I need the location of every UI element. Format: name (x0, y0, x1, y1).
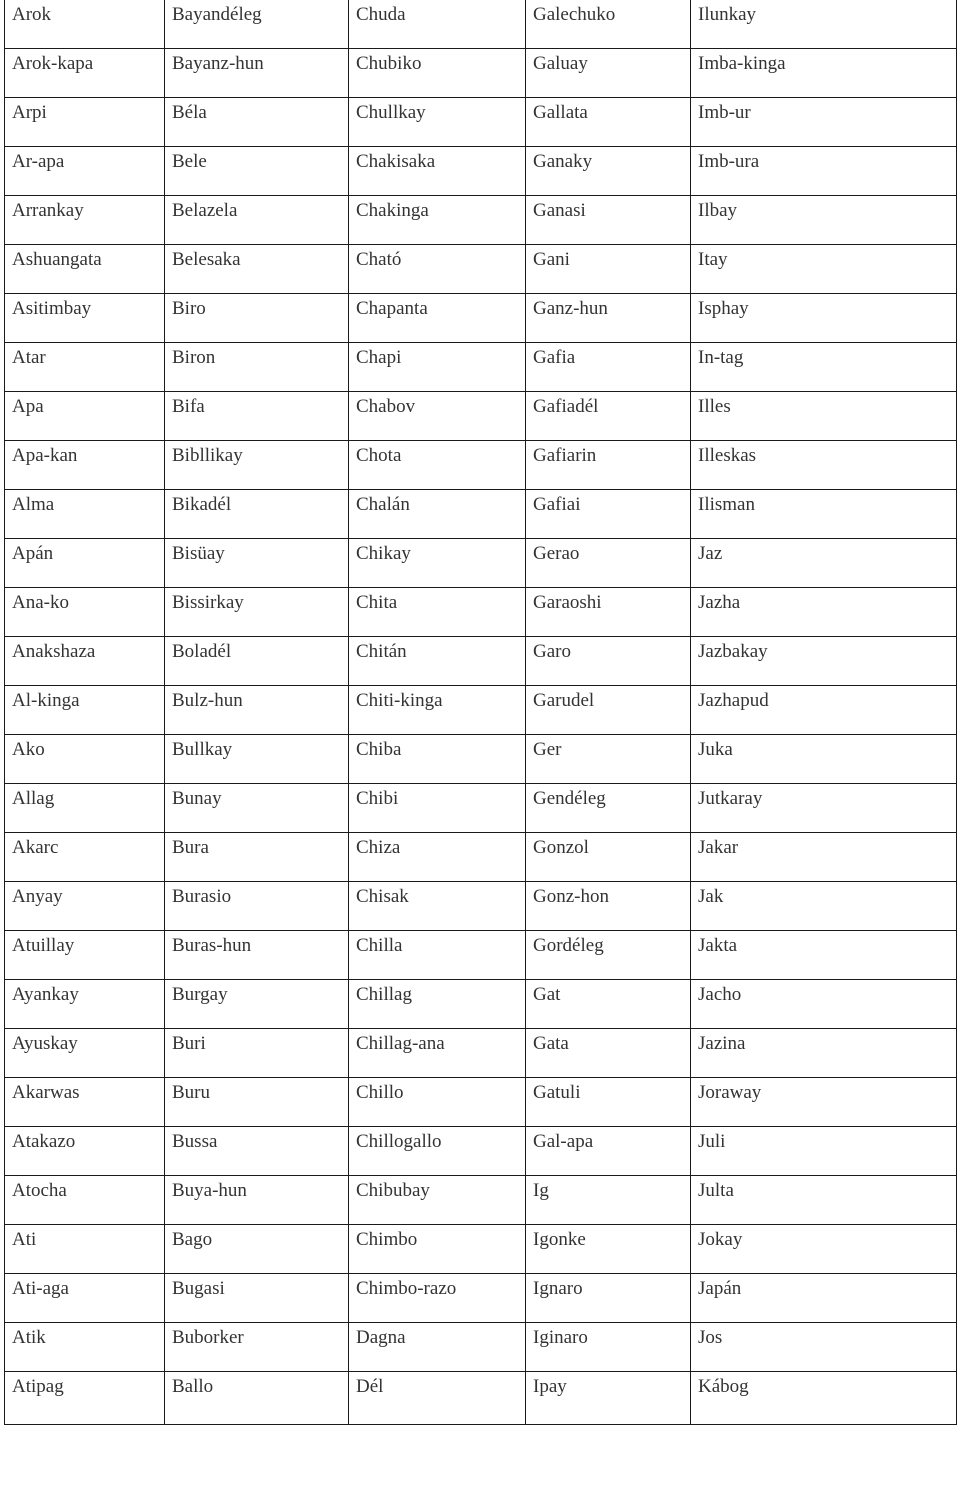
table-cell-col-a: Akarc (5, 833, 165, 882)
table-cell-col-a: Atipag (5, 1372, 165, 1425)
table-cell-col-c: Chakisaka (349, 147, 526, 196)
table-cell-col-a: Akarwas (5, 1078, 165, 1127)
table-cell-col-e: Imb-ur (691, 98, 957, 147)
table-cell-col-c: Chimbo-razo (349, 1274, 526, 1323)
table-cell-col-d: Gat (526, 980, 691, 1029)
table-cell-col-d: Ganaky (526, 147, 691, 196)
table-cell-col-a: Arpi (5, 98, 165, 147)
table-cell-col-a: Ati-aga (5, 1274, 165, 1323)
table-cell-col-b: Bulz-hun (165, 686, 349, 735)
table-cell-col-d: Ipay (526, 1372, 691, 1425)
table-cell-col-e: Juli (691, 1127, 957, 1176)
table-cell-col-e: Jazina (691, 1029, 957, 1078)
table-row (5, 882, 957, 931)
table-row (5, 637, 957, 686)
table-cell-col-a: Apa (5, 392, 165, 441)
table-cell-col-a: Atakazo (5, 1127, 165, 1176)
table-cell-col-a: Ashuangata (5, 245, 165, 294)
table-row (5, 686, 957, 735)
table-row (5, 441, 957, 490)
table-cell-col-a: Al-kinga (5, 686, 165, 735)
table-cell-col-b: Bullkay (165, 735, 349, 784)
table-cell-col-b: Biro (165, 294, 349, 343)
table-cell-col-c: Chibubay (349, 1176, 526, 1225)
table-cell-col-c: Cható (349, 245, 526, 294)
table-cell-col-a: Ayuskay (5, 1029, 165, 1078)
table-cell-col-d: Garudel (526, 686, 691, 735)
table-cell-col-c: Chimbo (349, 1225, 526, 1274)
table-cell-col-c: Chiba (349, 735, 526, 784)
table-cell-col-e: Joraway (691, 1078, 957, 1127)
table-cell-col-d: Galuay (526, 49, 691, 98)
table-cell-col-b: Bifa (165, 392, 349, 441)
table-cell-col-c: Chubiko (349, 49, 526, 98)
table-cell-col-b: Béla (165, 98, 349, 147)
table-cell-col-b: Bissirkay (165, 588, 349, 637)
table-cell-col-d: Iginaro (526, 1323, 691, 1372)
table-cell-col-b: Bugasi (165, 1274, 349, 1323)
table-cell-col-d: Gendéleg (526, 784, 691, 833)
table-cell-col-b: Bussa (165, 1127, 349, 1176)
table-cell-col-e: Jutkaray (691, 784, 957, 833)
table-cell-col-b: Bisüay (165, 539, 349, 588)
table-cell-col-e: Ilisman (691, 490, 957, 539)
table-cell-col-b: Buborker (165, 1323, 349, 1372)
table-cell-col-d: Gonzol (526, 833, 691, 882)
table-cell-col-b: Bayandéleg (165, 0, 349, 49)
table-cell-col-d: Gonz-hon (526, 882, 691, 931)
table-cell-col-d: Gafia (526, 343, 691, 392)
table-cell-col-e: Jak (691, 882, 957, 931)
table-cell-col-c: Chillag-ana (349, 1029, 526, 1078)
table-cell-col-b: Buras-hun (165, 931, 349, 980)
table-cell-col-e: Jos (691, 1323, 957, 1372)
table-row (5, 196, 957, 245)
table-cell-col-b: Belazela (165, 196, 349, 245)
table-cell-col-d: Gata (526, 1029, 691, 1078)
table-cell-col-b: Bago (165, 1225, 349, 1274)
table-cell-col-b: Burasio (165, 882, 349, 931)
table-cell-col-a: Arok-kapa (5, 49, 165, 98)
table-row (5, 1078, 957, 1127)
table-cell-col-b: Boladél (165, 637, 349, 686)
table-cell-col-a: Arok (5, 0, 165, 49)
table-cell-col-c: Chiza (349, 833, 526, 882)
table-cell-col-e: Illeskas (691, 441, 957, 490)
table-cell-col-c: Dél (349, 1372, 526, 1425)
table-row (5, 1029, 957, 1078)
table-cell-col-e: Jazhapud (691, 686, 957, 735)
table-body (5, 0, 957, 1425)
table-cell-col-d: Gani (526, 245, 691, 294)
table-row (5, 1274, 957, 1323)
table-cell-col-e: Itay (691, 245, 957, 294)
table-cell-col-c: Chikay (349, 539, 526, 588)
table-row (5, 294, 957, 343)
table-cell-col-d: Gallata (526, 98, 691, 147)
table-cell-col-c: Chakinga (349, 196, 526, 245)
table-cell-col-d: Galechuko (526, 0, 691, 49)
table-row (5, 392, 957, 441)
table-cell-col-d: Ignaro (526, 1274, 691, 1323)
table-row (5, 490, 957, 539)
table-row (5, 735, 957, 784)
table-cell-col-e: Ilunkay (691, 0, 957, 49)
table-cell-col-c: Chapi (349, 343, 526, 392)
table-row (5, 1225, 957, 1274)
table-cell-col-c: Chuda (349, 0, 526, 49)
table-cell-col-e: Isphay (691, 294, 957, 343)
table-cell-col-e: Juka (691, 735, 957, 784)
table-cell-col-c: Chullkay (349, 98, 526, 147)
table-cell-col-a: Ati (5, 1225, 165, 1274)
table-cell-col-a: Ar-apa (5, 147, 165, 196)
table-cell-col-d: Ganasi (526, 196, 691, 245)
table-cell-col-a: Anyay (5, 882, 165, 931)
table-cell-col-e: Jacho (691, 980, 957, 1029)
table-cell-col-c: Chabov (349, 392, 526, 441)
table-cell-col-e: Kábog (691, 1372, 957, 1425)
table-cell-col-a: Allag (5, 784, 165, 833)
table-cell-col-b: Buri (165, 1029, 349, 1078)
table-cell-col-a: Ana-ko (5, 588, 165, 637)
table-cell-col-e: Julta (691, 1176, 957, 1225)
table-cell-col-d: Ger (526, 735, 691, 784)
table-cell-col-b: Burgay (165, 980, 349, 1029)
table-row (5, 1323, 957, 1372)
table-row (5, 1372, 957, 1425)
table-row (5, 784, 957, 833)
table-cell-col-a: Asitimbay (5, 294, 165, 343)
table-cell-col-c: Chillo (349, 1078, 526, 1127)
table-row (5, 343, 957, 392)
table-row (5, 98, 957, 147)
table-cell-col-e: In-tag (691, 343, 957, 392)
table-cell-col-e: Jakar (691, 833, 957, 882)
table-cell-col-b: Bikadél (165, 490, 349, 539)
table-cell-col-b: Bele (165, 147, 349, 196)
table-cell-col-a: Atocha (5, 1176, 165, 1225)
table-cell-col-a: Atar (5, 343, 165, 392)
table-cell-col-a: Anakshaza (5, 637, 165, 686)
table-cell-col-a: Alma (5, 490, 165, 539)
table-cell-col-e: Illes (691, 392, 957, 441)
table-cell-col-b: Buya-hun (165, 1176, 349, 1225)
table-cell-col-d: Gerao (526, 539, 691, 588)
table-row (5, 588, 957, 637)
table-cell-col-b: Ballo (165, 1372, 349, 1425)
table-cell-col-b: Buru (165, 1078, 349, 1127)
table-cell-col-e: Jokay (691, 1225, 957, 1274)
table-cell-col-c: Chota (349, 441, 526, 490)
table-cell-col-b: Belesaka (165, 245, 349, 294)
table-row (5, 147, 957, 196)
table-cell-col-a: Arrankay (5, 196, 165, 245)
table-cell-col-e: Japán (691, 1274, 957, 1323)
table-cell-col-b: Bibllikay (165, 441, 349, 490)
table-cell-col-d: Ig (526, 1176, 691, 1225)
table-cell-col-c: Chitán (349, 637, 526, 686)
table-cell-col-b: Bura (165, 833, 349, 882)
table-cell-col-c: Dagna (349, 1323, 526, 1372)
table-cell-col-c: Chalán (349, 490, 526, 539)
table-cell-col-d: Garo (526, 637, 691, 686)
table-cell-col-c: Chillag (349, 980, 526, 1029)
table-cell-col-d: Gafiadél (526, 392, 691, 441)
table-cell-col-d: Gafiai (526, 490, 691, 539)
table-cell-col-e: Jazha (691, 588, 957, 637)
table-cell-col-b: Bayanz-hun (165, 49, 349, 98)
table-cell-col-a: Atik (5, 1323, 165, 1372)
table-cell-col-e: Ilbay (691, 196, 957, 245)
table-cell-col-c: Chita (349, 588, 526, 637)
table-cell-col-e: Imb-ura (691, 147, 957, 196)
table-cell-col-d: Ganz-hun (526, 294, 691, 343)
table-cell-col-c: Chiti-kinga (349, 686, 526, 735)
table-cell-col-c: Chibi (349, 784, 526, 833)
table-cell-col-c: Chisak (349, 882, 526, 931)
table-cell-col-d: Gal-apa (526, 1127, 691, 1176)
table-row (5, 980, 957, 1029)
table-row (5, 245, 957, 294)
table-cell-col-c: Chillogallo (349, 1127, 526, 1176)
table-cell-col-b: Bunay (165, 784, 349, 833)
table-row (5, 931, 957, 980)
table-cell-col-a: Ako (5, 735, 165, 784)
table-cell-col-a: Apa-kan (5, 441, 165, 490)
table-row (5, 0, 957, 49)
table-cell-col-a: Atuillay (5, 931, 165, 980)
table-cell-col-d: Gordéleg (526, 931, 691, 980)
table-cell-col-a: Ayankay (5, 980, 165, 1029)
table-cell-col-d: Gatuli (526, 1078, 691, 1127)
table-cell-col-e: Jazbakay (691, 637, 957, 686)
table-cell-col-b: Biron (165, 343, 349, 392)
table-row (5, 1176, 957, 1225)
table-cell-col-c: Chapanta (349, 294, 526, 343)
table-cell-col-e: Jaz (691, 539, 957, 588)
table-cell-col-d: Garaoshi (526, 588, 691, 637)
table-cell-col-e: Imba-kinga (691, 49, 957, 98)
table-cell-col-a: Apán (5, 539, 165, 588)
table-row (5, 833, 957, 882)
table-row (5, 1127, 957, 1176)
table-cell-col-d: Gafiarin (526, 441, 691, 490)
table-cell-col-d: Igonke (526, 1225, 691, 1274)
table-row (5, 539, 957, 588)
word-table (4, 0, 957, 1425)
table-row (5, 49, 957, 98)
table-cell-col-e: Jakta (691, 931, 957, 980)
table-cell-col-c: Chilla (349, 931, 526, 980)
